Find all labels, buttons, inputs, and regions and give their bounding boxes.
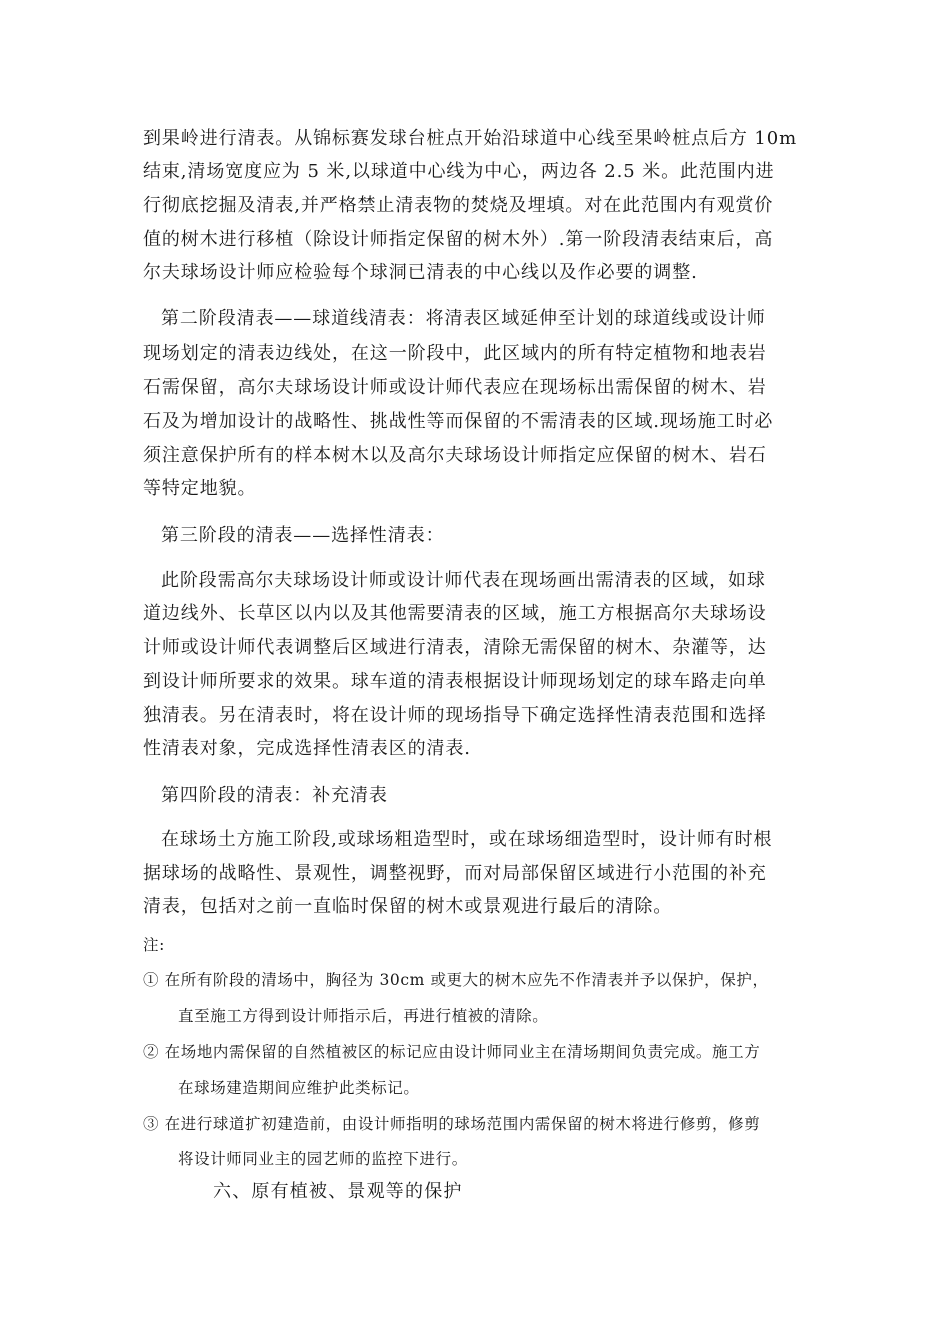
paragraph-line: 等特定地貌。 xyxy=(143,478,257,499)
paragraph-line: 行彻底挖掘及清表,并严格禁止清表物的焚烧及埋填。对在此范围内有观赏价 xyxy=(143,195,774,216)
note-item-2-line-1: ② 在场地内需保留的自然植被区的标记应由设计师同业主在清场期间负责完成。施工方 xyxy=(143,1043,761,1061)
paragraph-line: 道边线外、长草区以内以及其他需要清表的区域，施工方根据高尔夫球场设 xyxy=(143,603,767,624)
paragraph-line: 尔夫球场设计师应检验每个球洞已清表的中心线以及作必要的调整. xyxy=(143,262,698,283)
section-heading: 六、原有植被、景观等的保护 xyxy=(213,1181,463,1202)
paragraph-line: 值的树木进行移植（除设计师指定保留的树木外）.第一阶段清表结束后，高 xyxy=(143,229,774,250)
paragraph-line: 在球场土方施工阶段,或球场粗造型时，或在球场细造型时，设计师有时根 xyxy=(161,829,773,850)
note-item-3-line-2: 将设计师同业主的园艺师的监控下进行。 xyxy=(178,1150,468,1168)
paragraph-line: 计师或设计师代表调整后区域进行清表，清除无需保留的树木、杂灌等，达 xyxy=(143,637,767,658)
paragraph-line: 独清表。另在清表时，将在设计师的现场指导下确定选择性清表范围和选择 xyxy=(143,705,767,726)
note-item-2-line-2: 在球场建造期间应维护此类标记。 xyxy=(178,1079,420,1097)
note-item-1-line-1: ① 在所有阶段的清场中，胸径为 30cm 或更大的树木应先不作清表并予以保护，保护， xyxy=(143,971,769,989)
paragraph-line: 到果岭进行清表。从锦标赛发球台桩点开始沿球道中心线至果岭桩点后方 10m xyxy=(143,128,798,149)
paragraph-line: 石需保留，高尔夫球场设计师或设计师代表应在现场标出需保留的树木、岩 xyxy=(143,377,767,398)
paragraph-line: 到设计师所要求的效果。球车道的清表根据设计师现场划定的球车路走向单 xyxy=(143,671,767,692)
paragraph-line: 现场划定的清表边线处，在这一阶段中，此区域内的所有特定植物和地表岩 xyxy=(143,343,767,364)
note-item-3-line-1: ③ 在进行球道扩初建造前，由设计师指明的球场范围内需保留的树木将进行修剪，修剪 xyxy=(143,1115,761,1133)
paragraph-line: 石及为增加设计的战略性、挑战性等而保留的不需清表的区域.现场施工时必 xyxy=(143,411,774,432)
note-item-1-line-2: 直至施工方得到设计师指示后，再进行植被的清除。 xyxy=(178,1007,549,1025)
paragraph-line: 清表，包括对之前一直临时保留的树木或景观进行最后的清除。 xyxy=(143,896,673,917)
paragraph-line: 第二阶段清表——球道线清表：将清表区域延伸至计划的球道线或设计师 xyxy=(161,308,766,329)
notes-label: 注: xyxy=(143,936,165,954)
paragraph-line: 第四阶段的清表：补充清表 xyxy=(161,785,388,806)
paragraph-line: 第三阶段的清表——选择性清表： xyxy=(161,525,445,546)
paragraph-line: 结束,清场宽度应为 5 米,以球道中心线为中心，两边各 2.5 米。此范围内进 xyxy=(143,161,775,182)
paragraph-line: 此阶段需高尔夫球场设计师或设计师代表在现场画出需清表的区域，如球 xyxy=(161,570,766,591)
paragraph-line: 性清表对象，完成选择性清表区的清表. xyxy=(143,738,471,759)
paragraph-line: 须注意保护所有的样本树木以及高尔夫球场设计师指定应保留的树木、岩石 xyxy=(143,445,767,466)
paragraph-line: 据球场的战略性、景观性，调整视野，而对局部保留区域进行小范围的补充 xyxy=(143,863,767,884)
